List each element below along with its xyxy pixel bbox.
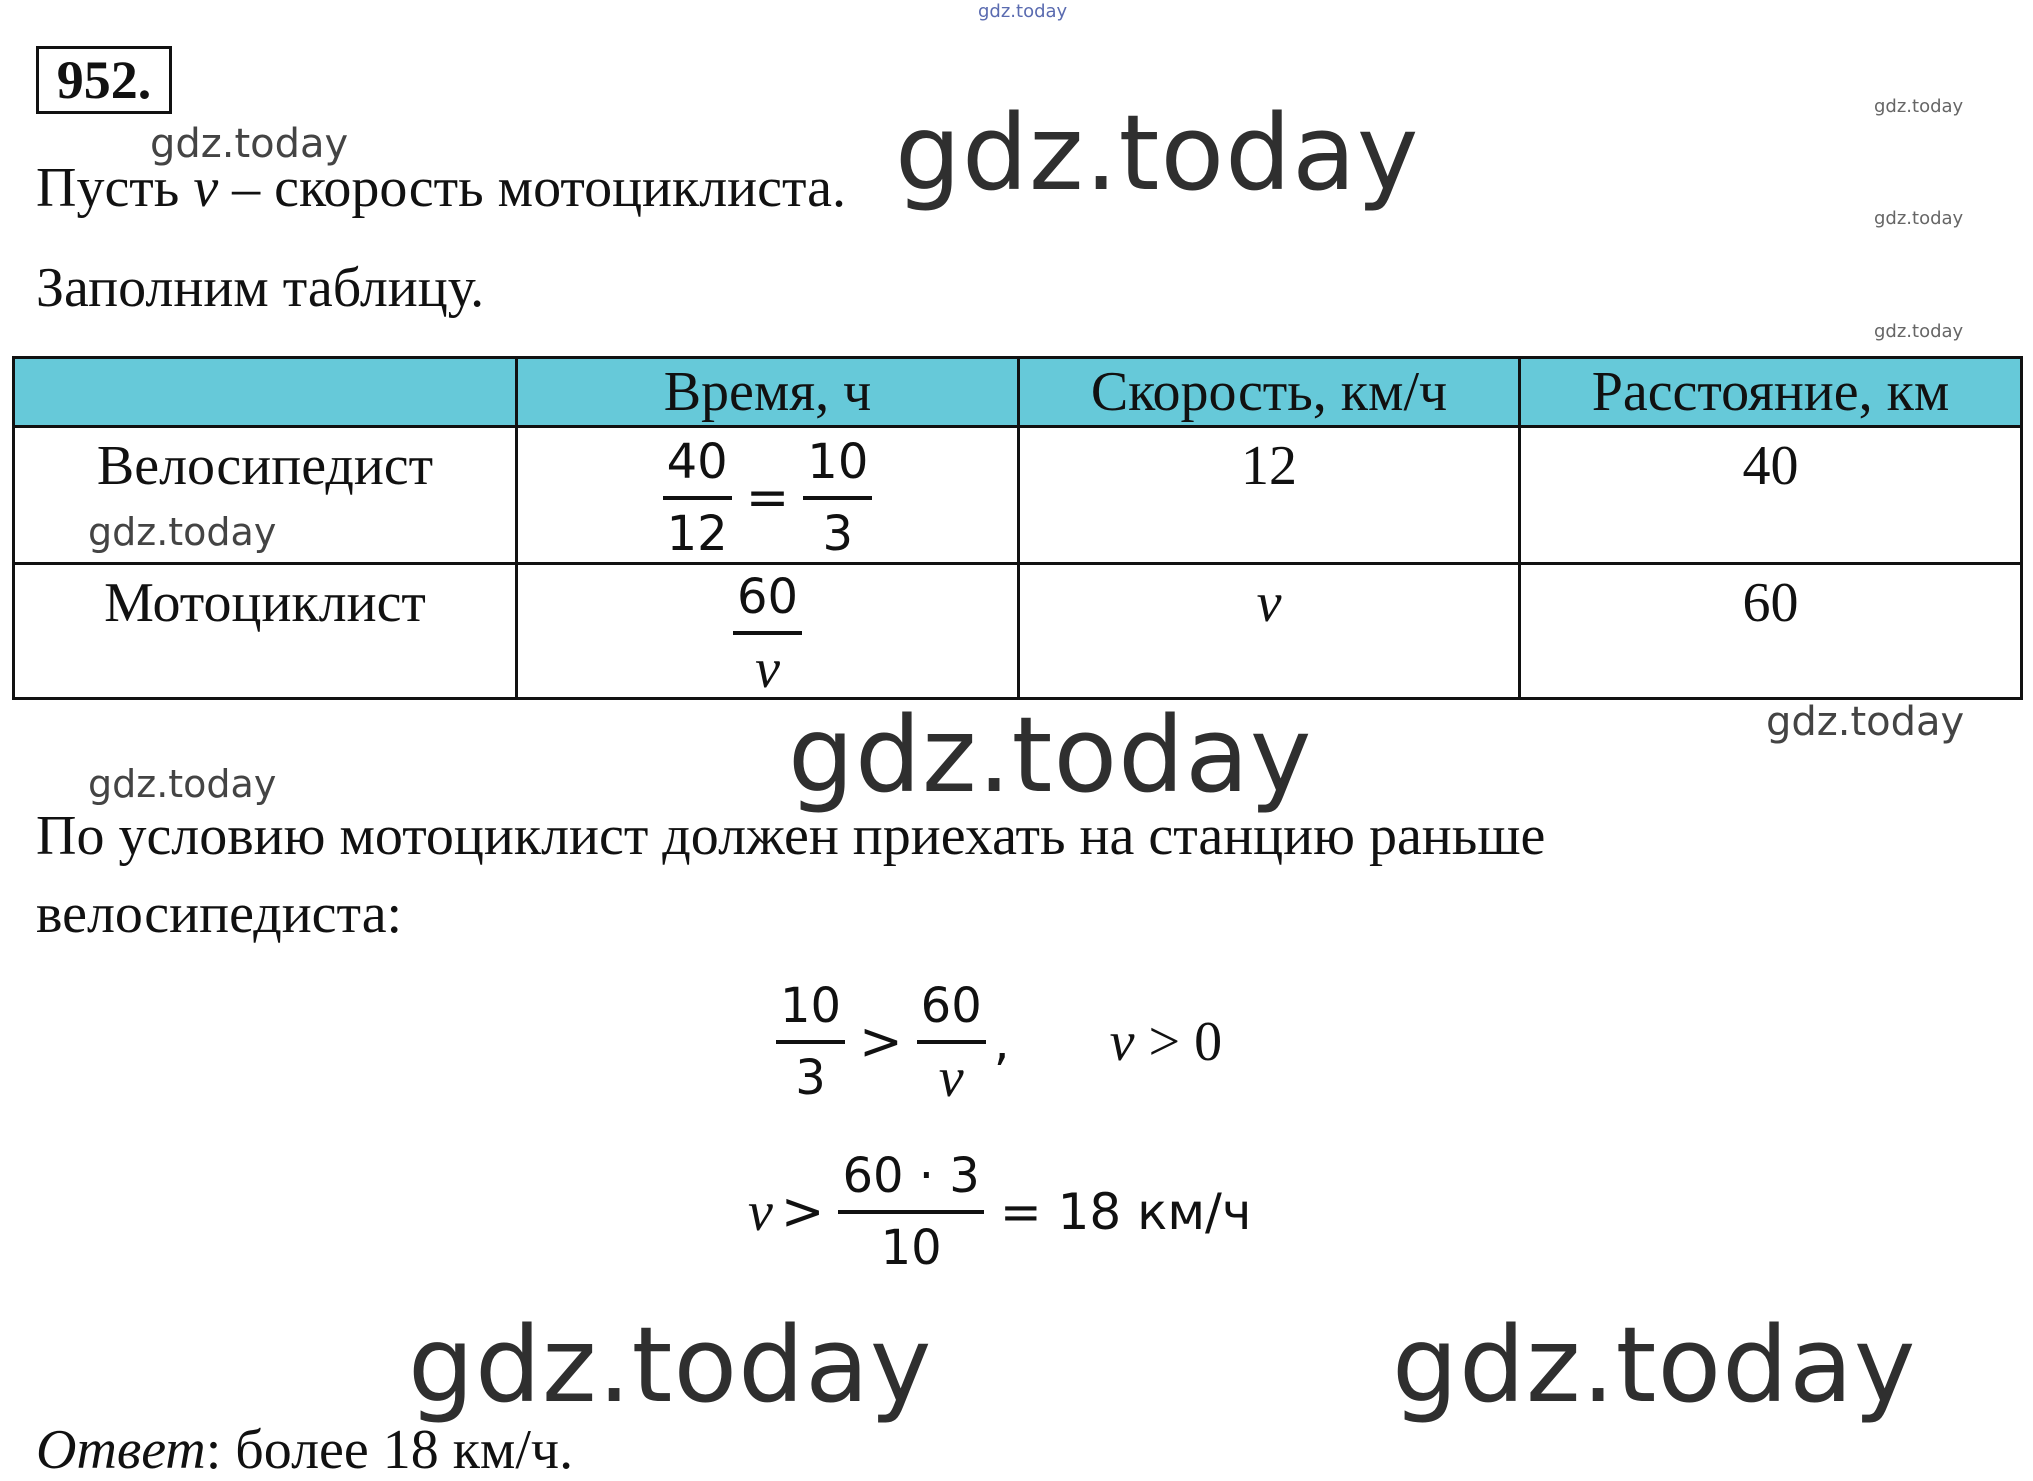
- row-label-cyclist: Велосипедист: [14, 427, 517, 564]
- watermark-large: gdz.today: [1392, 1304, 1917, 1426]
- cyclist-speed-cell: 12: [1019, 427, 1520, 564]
- row-label-motorcyclist: Мотоциклист: [14, 564, 517, 699]
- fraction: $\frac{10}{3}$: [776, 978, 845, 1106]
- motorcyclist-distance-cell: 60: [1520, 564, 2022, 699]
- inequality-2: v > $\frac{60 \cdot 3}{10}$ = 18 км/ч: [748, 1148, 1252, 1276]
- watermark-small: gdz.today: [1874, 208, 1964, 229]
- table-row: [14, 427, 2022, 564]
- watermark-medium: gdz.today: [150, 121, 349, 167]
- watermark-large: gdz.today: [895, 92, 1420, 214]
- condition-line-2: велосипедиста:: [36, 883, 403, 945]
- motion-table: [12, 356, 2023, 700]
- fraction: $\frac{40}{12}$: [663, 434, 732, 562]
- watermark-medium: gdz.today: [88, 762, 277, 806]
- watermark-large: gdz.today: [408, 1304, 933, 1426]
- motorcyclist-time-cell: [517, 564, 1019, 699]
- watermark-medium: gdz.today: [1766, 699, 1965, 745]
- motorcyclist-speed-cell: v: [1019, 564, 1520, 699]
- watermark-small: gdz.today: [1874, 96, 1964, 117]
- problem-number: 952.: [36, 46, 172, 114]
- header-time: Время, ч: [517, 358, 1019, 427]
- watermark-top: gdz.today: [978, 1, 1068, 22]
- intro-line-2: Заполним таблицу.: [36, 257, 485, 319]
- fraction: $\frac{10}{3}$: [803, 434, 872, 562]
- answer-line: Ответ: более 18 км/ч.: [36, 1419, 574, 1481]
- fraction: $\frac{60}{v}$: [733, 569, 802, 697]
- watermark-large: gdz.today: [788, 694, 1313, 816]
- fraction: $\frac{60}{v}$: [917, 978, 986, 1106]
- fraction: $\frac{60 \cdot 3}{10}$: [838, 1148, 983, 1276]
- watermark-small: gdz.today: [1874, 321, 1964, 342]
- header-speed: Скорость, км/ч: [1019, 358, 1520, 427]
- cyclist-distance-cell: 40: [1520, 427, 2022, 564]
- header-empty: [14, 358, 517, 427]
- inequality-1: $\frac{10}{3}$ > $\frac{60}{v}$ , v > 0: [770, 978, 1222, 1106]
- condition-line-1: По условию мотоциклист должен приехать на станцию раньше: [36, 805, 1546, 867]
- cyclist-time-cell: $\frac{40}{12}$ = $\frac{10}{3}$: [517, 427, 1019, 564]
- intro-line-1: Пусть v – скорость мотоциклиста.: [36, 157, 847, 219]
- watermark-medium: gdz.today: [88, 510, 277, 554]
- header-distance: Расстояние, км: [1520, 358, 2022, 427]
- table-row: [14, 564, 2022, 699]
